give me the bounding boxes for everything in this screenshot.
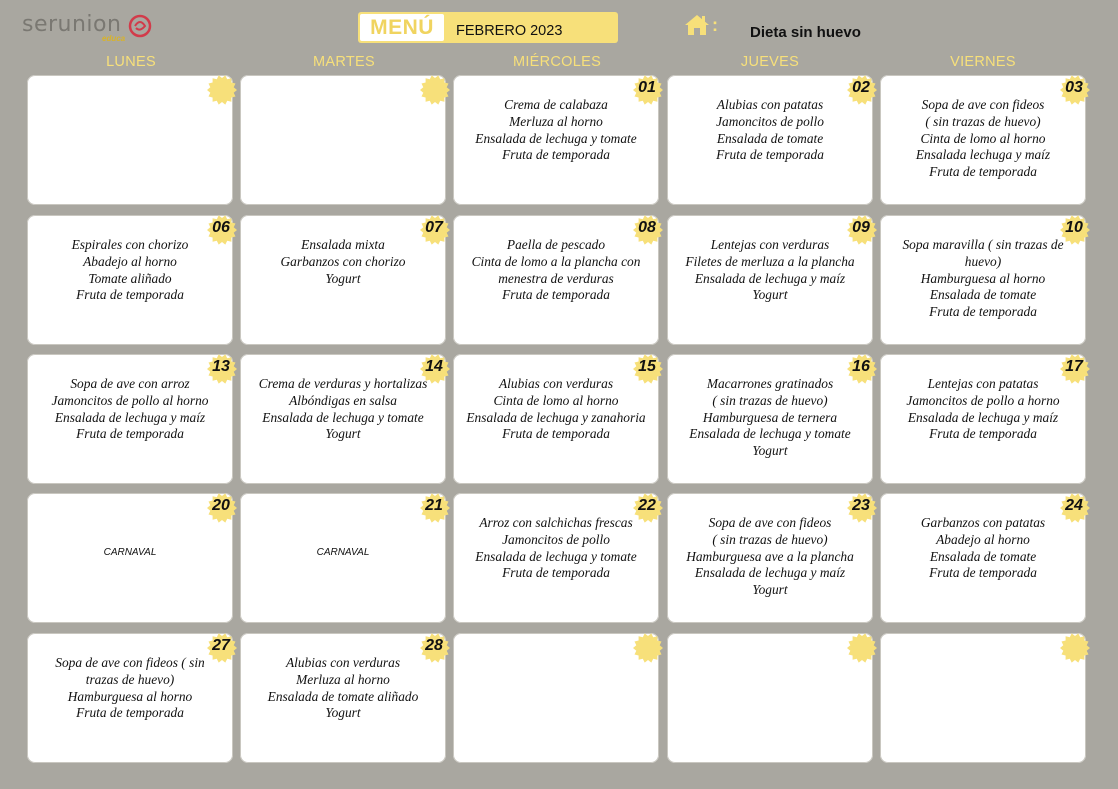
day-cell [453, 75, 659, 205]
menu-item: Alubias con patatas [716, 97, 824, 112]
menu-items [882, 376, 1084, 443]
menu-item: Fruta de temporada [502, 565, 610, 581]
day-header-miercoles: MIÉRCOLES [512, 54, 602, 70]
menu-item: Alubias con verduras [285, 655, 401, 670]
menu-item: Hamburguesa al horno [67, 688, 193, 704]
day-cell [27, 75, 233, 205]
menu-item: Abadejo al horno [83, 253, 177, 269]
menu-items [455, 515, 657, 582]
day-header-jueves: JUEVES [740, 54, 800, 70]
menu-item: Lentejas con patatas [927, 376, 1039, 391]
menu-item: CARNAVAL [103, 547, 157, 558]
date-badge [633, 633, 663, 663]
day-cell [880, 354, 1086, 484]
menu-item: Ensalada de lechuga y maíz [54, 409, 206, 425]
menu-item: Ensalada de lechuga y zanahoria [466, 409, 646, 425]
menu-item: Tomate aliñado [88, 270, 172, 286]
date-number: 08 [638, 219, 656, 236]
menu-items [455, 237, 657, 304]
menu-item: trazas de huevo) [85, 671, 175, 687]
menu-item: Ensalada de lechuga y maíz [694, 565, 846, 581]
menu-item: Albóndigas en salsa [289, 392, 397, 408]
day-cell [27, 633, 233, 763]
menu-item: Jamoncitos de pollo a horno [906, 392, 1060, 408]
menu-item: Fruta de temporada [76, 287, 184, 303]
date-number: 02 [852, 79, 870, 96]
date-number: 07 [425, 219, 443, 236]
menu-item: Lentejas con verduras [710, 237, 830, 252]
menu-item: Ensalada de lechuga y tomate [689, 426, 851, 442]
menu-item: Ensalada de tomate [929, 287, 1037, 303]
menu-item: Arroz con salchichas frescas [479, 515, 633, 530]
day-cell [667, 493, 873, 623]
date-number: 10 [1065, 219, 1083, 236]
diet-type: Dieta sin huevo [750, 24, 861, 41]
menu-item: Ensalada lechuga y maíz [915, 147, 1051, 163]
date-number: 16 [852, 358, 870, 375]
menu-item: Ensalada de tomate aliñado [267, 688, 419, 704]
menu-item: Fruta de temporada [76, 426, 184, 442]
menu-items [882, 237, 1084, 321]
date-badge [420, 493, 450, 523]
day-cell [880, 215, 1086, 345]
day-cell [453, 493, 659, 623]
menu-item: Sopa de ave con fideos [921, 97, 1045, 112]
menu-item: Fruta de temporada [502, 287, 610, 303]
menu-item: Fruta de temporada [929, 565, 1037, 581]
menu-item: Jamoncitos de pollo [716, 113, 824, 129]
menu-item: Fruta de temporada [716, 147, 824, 163]
menu-items [29, 655, 231, 722]
menu-item: Hamburguesa de ternera [702, 409, 838, 425]
menu-items [242, 655, 444, 722]
day-cell [240, 75, 446, 205]
menu-item: Merluza al horno [296, 671, 390, 687]
date-badge [207, 75, 237, 105]
date-number: 23 [852, 497, 870, 514]
date-number: 28 [425, 637, 443, 654]
date-number: 01 [638, 79, 656, 96]
menu-items [242, 545, 444, 562]
menu-item: menestra de verduras [498, 270, 614, 286]
menu-item: Yogurt [752, 582, 788, 598]
day-cell [667, 215, 873, 345]
date-burst-icon [207, 75, 237, 105]
menu-items [669, 97, 871, 164]
date-badge [207, 493, 237, 523]
date-number: 03 [1065, 79, 1083, 96]
day-cell [240, 215, 446, 345]
menu-item: Yogurt [325, 705, 361, 721]
menu-items [455, 376, 657, 443]
day-header-lunes: LUNES [106, 54, 156, 70]
date-number: 13 [212, 358, 230, 375]
date-burst-icon [847, 633, 877, 663]
menu-items [669, 376, 871, 460]
date-burst-icon [633, 633, 663, 663]
menu-item: Ensalada de lechuga y tomate [262, 409, 424, 425]
menu-item: Fruta de temporada [929, 164, 1037, 180]
day-cell [453, 633, 659, 763]
date-burst-icon [420, 75, 450, 105]
menu-item: Yogurt [752, 287, 788, 303]
date-number: 09 [852, 219, 870, 236]
menu-items [242, 376, 444, 443]
date-number: 21 [425, 497, 443, 514]
menu-items [29, 237, 231, 304]
menu-month: FEBRERO 2023 [456, 23, 563, 39]
menu-item: Fruta de temporada [929, 426, 1037, 442]
brand-logo [22, 10, 162, 46]
menu-items [29, 545, 231, 562]
menu-item: Jamoncitos de pollo al horno [51, 392, 209, 408]
day-cell [240, 493, 446, 623]
menu-item: huevo) [964, 253, 1002, 269]
date-badge [420, 75, 450, 105]
menu-item: Garbanzos con patatas [920, 515, 1046, 530]
date-badge [1060, 633, 1090, 663]
menu-item: Yogurt [325, 270, 361, 286]
menu-item: Fruta de temporada [502, 147, 610, 163]
date-number: 15 [638, 358, 656, 375]
menu-item: Espirales con chorizo [71, 237, 189, 252]
date-number: 27 [212, 637, 230, 654]
menu-item: Crema de verduras y hortalizas [258, 376, 428, 391]
day-cell [240, 633, 446, 763]
menu-item: Ensalada de lechuga y maíz [694, 270, 846, 286]
day-cell [667, 75, 873, 205]
menu-item: Alubias con verduras [498, 376, 614, 391]
home-colon: : [712, 15, 718, 35]
menu-item: Abadejo al horno [936, 531, 1030, 547]
menu-item: Filetes de merluza a la plancha [685, 253, 855, 269]
day-cell [667, 354, 873, 484]
menu-items [669, 237, 871, 304]
menu-item: Sopa maravilla ( sin trazas de [902, 237, 1064, 252]
menu-title-box [358, 12, 618, 43]
brand-name: serunion [22, 12, 122, 37]
day-header-martes: MARTES [313, 54, 375, 70]
menu-items [242, 237, 444, 287]
menu-item: Yogurt [325, 426, 361, 442]
day-cell [27, 215, 233, 345]
date-number: 22 [638, 497, 656, 514]
menu-item: Fruta de temporada [929, 304, 1037, 320]
menu-items [29, 376, 231, 443]
menu-items [669, 515, 871, 599]
menu-item: CARNAVAL [316, 547, 370, 558]
menu-items [882, 515, 1084, 582]
date-burst-icon [1060, 633, 1090, 663]
date-number: 24 [1065, 497, 1083, 514]
menu-item: Macarrones gratinados [706, 376, 834, 391]
menu-item: Ensalada de lechuga y tomate [475, 130, 637, 146]
day-cell [453, 354, 659, 484]
menu-item: Hamburguesa al horno [920, 270, 1046, 286]
menu-items [455, 97, 657, 164]
home-indicator [684, 13, 722, 41]
date-number: 14 [425, 358, 443, 375]
day-cell [880, 633, 1086, 763]
date-badge [847, 633, 877, 663]
serunion-swirl-icon [126, 12, 154, 40]
menu-item: Ensalada de tomate [929, 548, 1037, 564]
menu-item: Cinta de lomo al horno [493, 392, 619, 408]
menu-item: Paella de pescado [506, 237, 606, 252]
menu-item: Ensalada de lechuga y maíz [907, 409, 1059, 425]
day-cell [27, 493, 233, 623]
menu-item: Ensalada de tomate [716, 130, 824, 146]
menu-label: MENÚ [360, 14, 444, 41]
menu-item: Sopa de ave con fideos [708, 515, 832, 530]
menu-items [882, 97, 1084, 181]
menu-item: Sopa de ave con fideos ( sin [55, 655, 205, 670]
day-cell [880, 75, 1086, 205]
menu-item: Cinta de lomo a la plancha con [471, 253, 641, 269]
menu-item: Garbanzos con chorizo [280, 253, 406, 269]
menu-item: Hamburguesa ave a la plancha [686, 548, 854, 564]
day-cell [667, 633, 873, 763]
menu-item: Merluza al horno [509, 113, 603, 129]
date-number: 06 [212, 219, 230, 236]
day-cell [27, 354, 233, 484]
menu-item: Crema de calabaza [504, 97, 608, 112]
menu-item: Ensalada de lechuga y tomate [475, 548, 637, 564]
date-number: 17 [1065, 358, 1083, 375]
day-cell [240, 354, 446, 484]
brand-sub: educa [102, 34, 126, 43]
menu-item: Fruta de temporada [76, 705, 184, 721]
day-header-viernes: VIERNES [950, 54, 1016, 70]
date-number: 20 [212, 497, 230, 514]
menu-item: Jamoncitos de pollo [502, 531, 610, 547]
menu-item: Ensalada mixta [301, 237, 385, 252]
menu-item: Sopa de ave con arroz [70, 376, 190, 391]
menu-item: Fruta de temporada [502, 426, 610, 442]
menu-item: Cinta de lomo al horno [920, 130, 1046, 146]
menu-item: ( sin trazas de huevo) [712, 531, 828, 547]
day-cell [880, 493, 1086, 623]
home-icon [684, 13, 710, 37]
menu-item: ( sin trazas de huevo) [712, 392, 828, 408]
day-cell [453, 215, 659, 345]
menu-item: Yogurt [752, 443, 788, 459]
menu-item: ( sin trazas de huevo) [925, 113, 1041, 129]
